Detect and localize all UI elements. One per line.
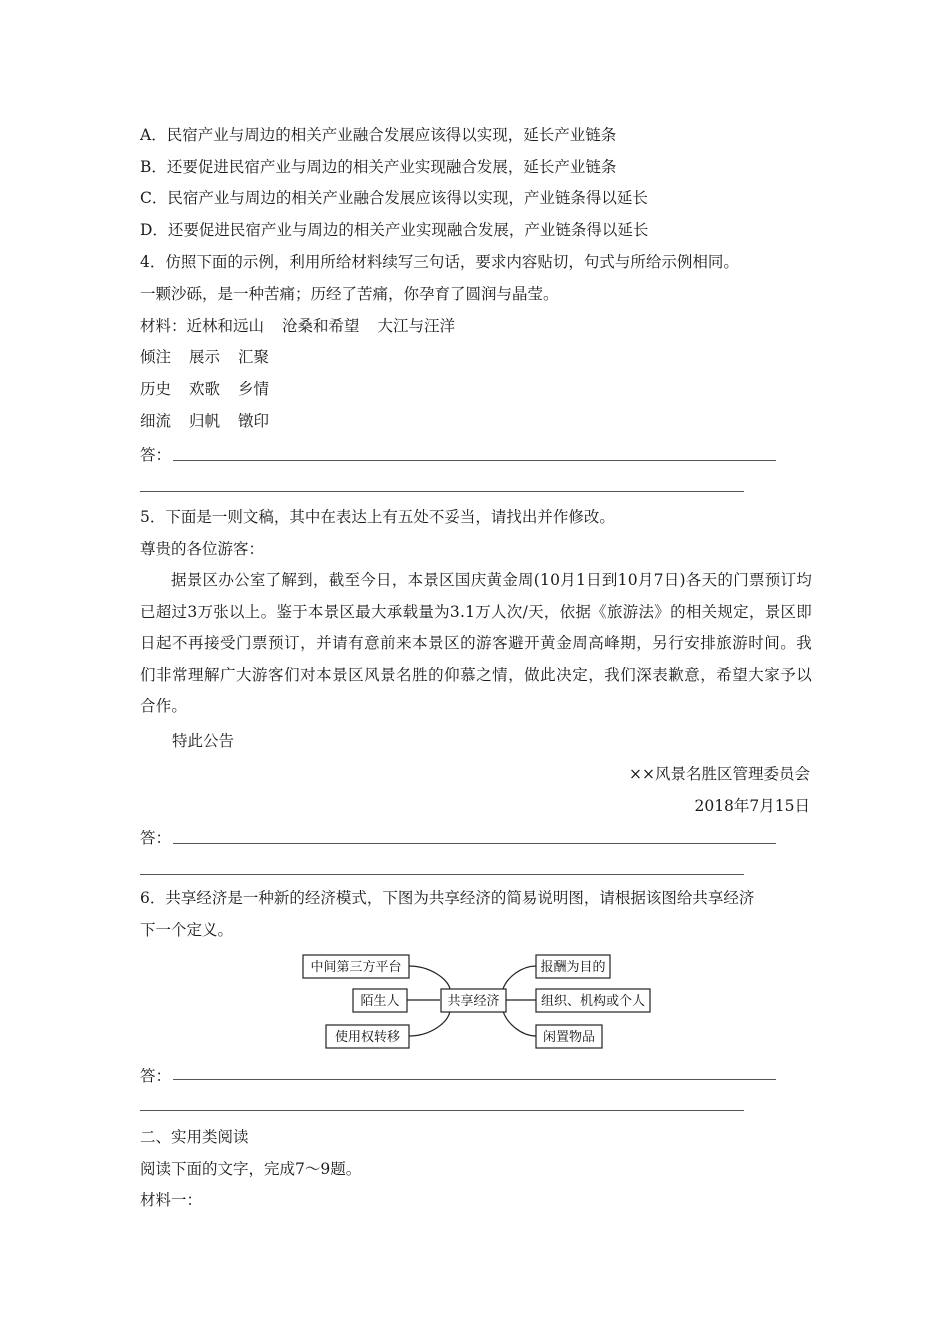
q5-notice-text: 据景区办公室了解到，截至今日，本景区国庆黄金周(10月1日到10月7日)各天的门票预订均已超过3万张以上。鉴于本景区最大承载量为3.1万人次/天，依据《旅游法》的相关规定，景区即日起不再接受门票预订，并请有意前来本景区的游客避开黄金周高峰期，另行安排旅游时间。我们非常理解广大游客们对本景区风景名胜的仰慕之情，做此决定，我们深表歉意，希望大家予以合作。: [140, 571, 812, 715]
q4-materials-row-3: [140, 379, 269, 399]
q4-materials-label: 材料：: [140, 317, 187, 335]
q5-answer-label: 答：: [140, 829, 172, 847]
q4-materials-row-4: [140, 411, 269, 431]
diagram-left-1: 中间第三方平台: [310, 960, 402, 975]
diagram-right-3: 闲置物品: [542, 1030, 596, 1045]
q4-prompt: 4．仿照下面的示例，利用所给材料续写三句话，要求内容贴切，句式与所给示例相同。: [140, 253, 739, 271]
connector-right-bottom: [503, 1011, 536, 1036]
section2-heading: 二、实用类阅读: [140, 1128, 249, 1146]
material-item: 展示: [189, 348, 221, 366]
option-d: D．还要促进民宿产业与周边的相关产业实现融合发展，产业链条得以延长: [140, 221, 649, 239]
q5-date: 2018年7月15日: [694, 797, 810, 815]
q6-prompt-line-2: 下一个定义。: [140, 921, 234, 939]
q6-answer-label: 答：: [140, 1067, 172, 1085]
material-item: 欢歌: [189, 380, 221, 398]
material-one-label: 材料一：: [140, 1191, 203, 1209]
diagram-right-1: 报酬为目的: [540, 960, 606, 975]
connector-right-top: [503, 966, 536, 989]
diagram-right-2: 组织、机构或个人: [540, 994, 646, 1009]
q5-notice-body: [140, 565, 812, 723]
diagram-left-3: 使用权转移: [334, 1030, 401, 1045]
q4-answer-label: 答：: [140, 446, 172, 464]
q6-answer-line-1[interactable]: [173, 1079, 776, 1080]
material-item: 归帆: [189, 412, 221, 430]
q4-materials-row-2: [140, 347, 269, 367]
material-item: 汇聚: [238, 348, 270, 366]
option-c: C．民宿产业与周边的相关产业融合发展应该得以实现，产业链条得以延长: [140, 189, 648, 207]
material-item: 历史: [140, 380, 172, 398]
material-item: 大江与汪洋: [377, 317, 456, 335]
material-item: 乡情: [238, 380, 270, 398]
diagram-center: 共享经济: [447, 994, 500, 1009]
option-b: B．还要促进民宿产业与周边的相关产业实现融合发展，延长产业链条: [140, 158, 617, 176]
material-item: 倾注: [140, 348, 172, 366]
option-a: A．民宿产业与周边的相关产业融合发展应该得以实现，延长产业链条: [140, 126, 617, 144]
connector-left-bottom: [409, 1011, 450, 1036]
material-item: 镦印: [238, 412, 270, 430]
sharing-economy-diagram: [300, 949, 654, 1053]
connector-left-top: [409, 966, 450, 989]
section2-instruction: 阅读下面的文字，完成7～9题。: [140, 1160, 362, 1178]
material-item: 沧桑和希望: [282, 317, 360, 335]
q5-prompt: 5．下面是一则文稿，其中在表达上有五处不妥当，请找出并作修改。: [140, 508, 615, 526]
q5-answer-line-1[interactable]: [173, 843, 776, 844]
q6-prompt-line-1: 6．共享经济是一种新的经济模式，下图为共享经济的简易说明图，请根据该图给共享经济: [140, 889, 755, 907]
q5-answer-line-2[interactable]: [140, 874, 744, 875]
material-item: 细流: [140, 412, 172, 430]
q5-signature: ××风景名胜区管理委员会: [629, 765, 810, 783]
q5-closing: 特此公告: [172, 732, 235, 750]
q4-materials-row-1: [140, 316, 455, 336]
q6-answer-line-2[interactable]: [140, 1110, 744, 1111]
q4-answer-line-1[interactable]: [173, 460, 776, 461]
material-item: 近林和远山: [186, 317, 265, 335]
q4-answer-line-2[interactable]: [140, 491, 744, 492]
q5-salutation: 尊贵的各位游客：: [140, 540, 265, 558]
q4-example: 一颗沙砾，是一种苦痛；历经了苦痛，你孕育了圆润与晶莹。: [140, 285, 559, 303]
diagram-left-2: 陌生人: [360, 994, 400, 1009]
